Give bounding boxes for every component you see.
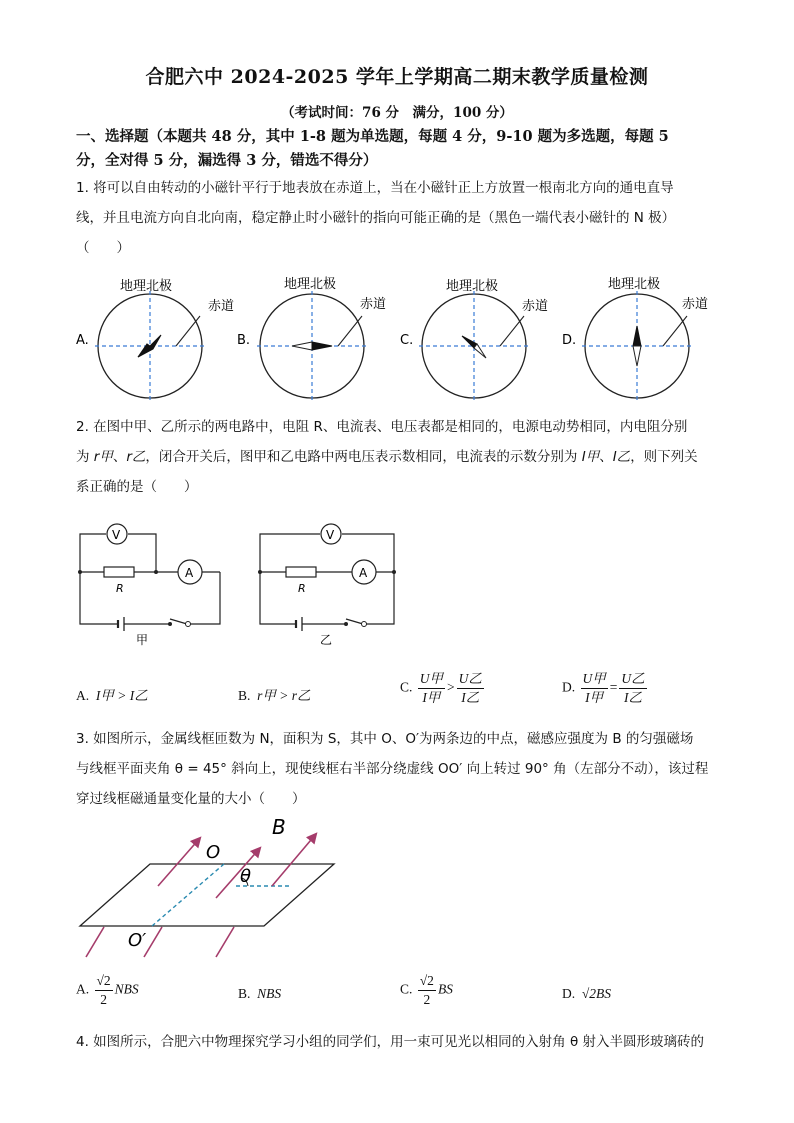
circuit-yi-label: 乙 [320, 633, 333, 647]
resistor-yi [286, 567, 316, 577]
ammeter-yi-label: A [359, 566, 368, 580]
needle-b-white [292, 342, 312, 350]
equator-label-a: 赤道 [208, 299, 235, 314]
q1-compass-figures [70, 270, 730, 400]
option-b-label: B. [237, 333, 251, 348]
resistor-jia-label: R [116, 582, 124, 595]
r-jia-symbol: r甲 [93, 449, 113, 465]
q3-option-a: A. $\frac{√2}{2}$ NBS [76, 973, 139, 1007]
label-o: O [206, 842, 221, 863]
q3-option-b: B. NBS [238, 986, 282, 1001]
q3-frame-figure [76, 812, 346, 962]
section-heading-line1: 一、选择题（本题共 48 分，其中 1-8 题为单选题，每题 4 分，9-10 题为多选题，每题 5 [76, 128, 669, 145]
question-3-text [76, 724, 726, 814]
question-2-text [76, 412, 726, 502]
label-o-prime: O′ [128, 930, 147, 951]
label-b: B [272, 815, 286, 839]
compass-option-b [237, 276, 386, 400]
question-1-text [76, 173, 726, 263]
needle-d-white [633, 346, 641, 366]
north-label-c: 地理北极 [446, 279, 499, 294]
field-lines-lower [86, 927, 234, 957]
option-d-label: D. [562, 333, 577, 348]
option-a-label: A. [76, 333, 89, 348]
resistor-jia [104, 567, 134, 577]
q2-option-a-text: I甲 > I乙 [95, 688, 148, 703]
circuit-jia-label: 甲 [136, 633, 149, 647]
q2-option-b-text: r甲 > r乙 [257, 688, 311, 703]
q1-line1: 1. 将可以自由转动的小磁针平行于地表放在赤道上，当在小磁针正上方放置一根南北方向的通电直导 [76, 180, 674, 196]
fraction-sqrt2-over-2-c: $\frac{√2}{2}$ [419, 973, 434, 1007]
q3-option-d: D. √2BS [562, 986, 612, 1001]
north-label-b: 地理北极 [284, 277, 337, 292]
q2-option-c: C. $\frac{\text{U甲}}{\text{I甲}}$ > $\frac{\text{U乙}}{\text{I乙}}$ [400, 671, 482, 705]
section-heading-line2: 分，全对得 5 分，漏选得 3 分，错选不得分） [76, 152, 378, 169]
fraction-u-yi-over-i-yi-d: $\frac{\text{U乙}}{\text{I乙}}$ [621, 671, 645, 705]
q2-option-d: D. $\frac{\text{U甲}}{\text{I甲}}$ = $\frac{\text{U乙}}{\text{I乙}}$ [562, 671, 645, 705]
option-c-label: C. [400, 333, 414, 348]
q2-circuit-figures [76, 520, 406, 655]
fraction-u-jia-over-i-jia-d: $\frac{\text{U甲}}{\text{I甲}}$ [582, 671, 606, 705]
voltmeter-yi-label: V [326, 528, 335, 542]
q3-line1: 3. 如图所示，金属线框匝数为 N，面积为 S，其中 O、O′为两条边的中点，磁感应强度为 B 的匀强磁场 [76, 731, 694, 747]
q2-option-b: B. r甲 > r乙 [238, 688, 311, 703]
exam-info: （考试时间：76 分 满分，100 分） [281, 105, 513, 121]
section-heading [76, 125, 726, 173]
fraction-sqrt2-over-2-a: $\frac{√2}{2}$ [96, 973, 111, 1007]
i-yi-symbol: I乙 [612, 449, 631, 465]
north-label-d: 地理北极 [608, 277, 661, 292]
q3-line3: 穿过线框磁通量变化量的大小（ ） [76, 791, 306, 807]
voltmeter-jia-label: V [112, 528, 121, 542]
q4-line1: 4. 如图所示，合肥六中物理探究学习小组的同学们，用一束可见光以相同的入射角 θ 射入半圆形玻璃砖的 [76, 1034, 705, 1050]
compass-option-a [76, 278, 234, 400]
north-label-a: 地理北极 [120, 279, 173, 294]
q2-option-a: A. I甲 > I乙 [76, 688, 148, 703]
equator-label-c: 赤道 [522, 299, 549, 314]
page-title: 合肥六中 2024-2025 学年上学期高二期末教学质量检测 [145, 66, 649, 88]
circuit-jia [80, 524, 220, 631]
q1-line2: 线，并且电流方向自北向南，稳定静止时小磁针的指向可能正确的是（黑色一端代表小磁针的 N 极） [76, 210, 676, 226]
needle-a-black [138, 335, 161, 357]
q1-line3: （ ） [76, 240, 130, 256]
compass-option-c [400, 278, 548, 400]
needle-b-black [312, 342, 332, 350]
equator-label-d: 赤道 [682, 297, 709, 312]
fraction-u-jia-over-i-jia: $\frac{\text{U甲}}{\text{I甲}}$ [419, 671, 444, 705]
r-yi-symbol: r乙 [126, 449, 146, 465]
ammeter-jia-label: A [185, 566, 194, 580]
q2-line3: 系正确的是（ ） [76, 479, 198, 495]
q3-line2: 与线框平面夹角 θ = 45° 斜向上，现使线框右半部分绕虚线 OO′ 向上转过 90° 角（左部分不动），该过程 [76, 761, 709, 777]
fraction-u-yi-over-i-yi: $\frac{\text{U乙}}{\text{I乙}}$ [458, 671, 482, 705]
resistor-yi-label: R [298, 582, 306, 595]
q3-option-c: C. $\frac{√2}{2}$ BS [400, 973, 453, 1007]
equator-label-b: 赤道 [360, 297, 387, 312]
q2-line2: 为 r甲、r乙，闭合开关后，图甲和乙电路中两电压表示数相同，电流表的示数分别为 I甲、I乙，则下列关 [76, 449, 698, 465]
metal-frame [80, 864, 334, 926]
needle-d-black [633, 326, 641, 346]
q2-line1: 2. 在图中甲、乙所示的两电路中，电阻 R、电流表、电压表都是相同的，电源电动势相同，内电阻分别 [76, 419, 688, 435]
question-4-text [76, 1027, 726, 1057]
label-theta: θ [240, 866, 252, 887]
i-jia-symbol: I甲 [581, 449, 600, 465]
compass-option-d [562, 276, 708, 400]
